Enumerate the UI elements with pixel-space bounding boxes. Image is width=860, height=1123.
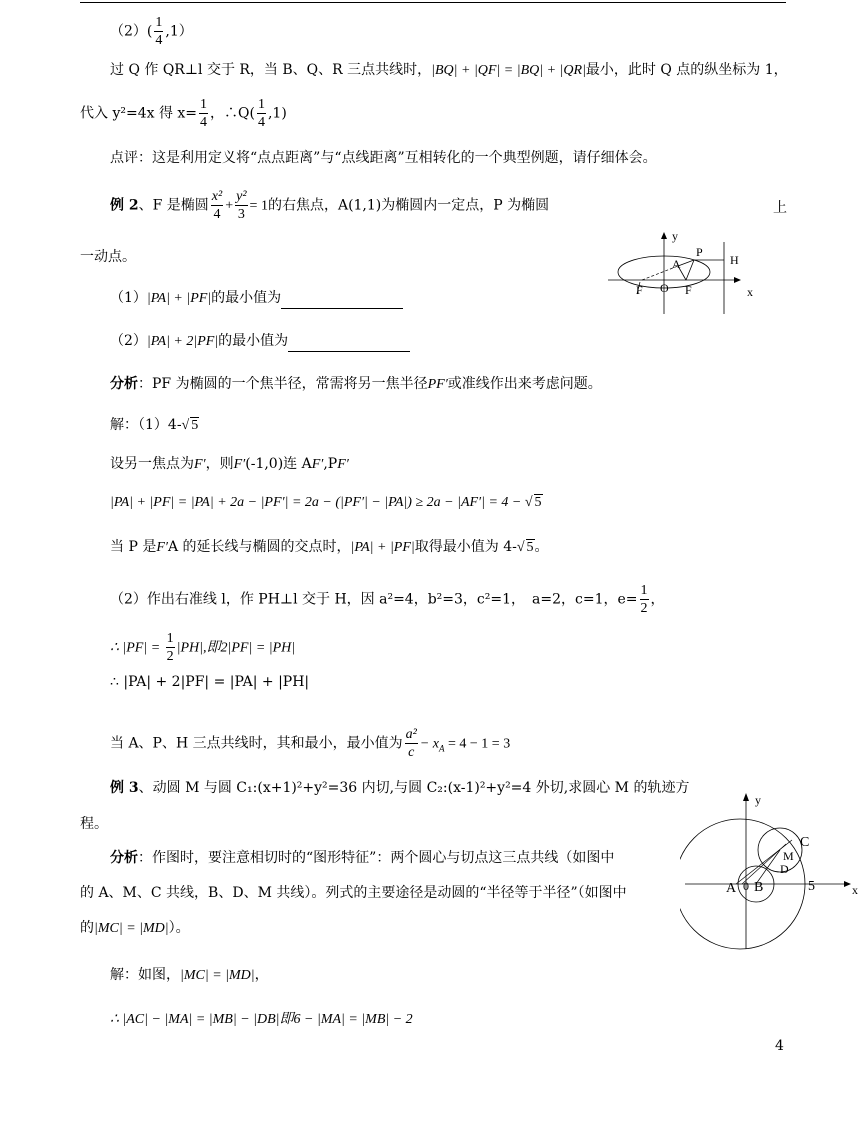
para1-equation: |BQ| + |QF| = |BQ| + |QR| (431, 63, 586, 78)
ex2-frac-x: $\frac{\text{x²}}{4}$ (211, 189, 223, 222)
fig2-label-5: 5 (808, 879, 815, 894)
q-fraction: $\frac{1}{4}$ (155, 15, 163, 48)
ex2-q2-blank (288, 337, 410, 352)
example3-label: 例 3 (110, 780, 139, 796)
example2-shang: 上 (773, 200, 787, 216)
fig1-label-p: P (696, 245, 703, 259)
para1: 过 Q 作 QR⊥l 交于 R，当 B、Q、R 三点共线时，|BQ| + |QF| = |BQ| + |QR|最小，此时 Q 点的纵坐标为 1， (110, 62, 788, 78)
fig1-label-x: x (747, 285, 753, 299)
ex2-q2-expr: |PA| + 2|PF| (146, 334, 219, 349)
fig1-y-arrow (661, 232, 667, 239)
fig1-label-f-right: F (685, 283, 692, 297)
ex2-therefore1: ∴ |PF| = $\frac{1}{2}$ |PH|,即2|PF| = |PH| (110, 631, 296, 664)
comment: 点评：这是利用定义将“点点距离”与“点线距离”互相转化的一个典型例题，请仔细体会。 (110, 150, 657, 166)
para2-fraction: $\frac{1}{4}$ (200, 97, 208, 130)
ex2-other-focus: 设另一焦点为F′，则F′(-1,0)连 AF′,PF′ (110, 456, 349, 472)
fig1-label-o: O (660, 281, 669, 295)
ex3-analysis-line2: 的 A、M、C 共线，B、D、M 共线）。列式的主要途径是动圆的“半径等于半径”（如图中 (80, 885, 627, 901)
fig2-x-arrow (844, 881, 851, 887)
fig2-y-arrow (743, 793, 749, 801)
ex2-q2: （2）|PA| + 2|PF|的最小值为 (110, 331, 410, 352)
fig1-x-arrow (734, 277, 741, 283)
fig2-label-o: 0 (743, 879, 749, 893)
fig2-label-a: A (726, 881, 737, 896)
example2-label: 例 2 (110, 197, 139, 214)
fig2-label-c: C (800, 835, 810, 850)
page-number: 4 (775, 1038, 784, 1054)
ex2-chain-equation: |PA| + |PF| = |PA| + 2a − |PF′| = 2a − (|PF′| − |PA|) ≥ 2a − |AF′| = 4 − √ 5 (110, 492, 543, 513)
para2-fraction-q: $\frac{1}{4}$ (257, 97, 265, 130)
ex3-analysis-line1: 分析：作图时，要注意相切时的“图形特征”：两个圆心与切点这三点共线（如图中 (110, 850, 615, 866)
fig1-label-y: y (672, 229, 678, 243)
header-rule (80, 2, 786, 3)
fig1-label-h: H (730, 253, 739, 267)
a2c-fraction: $\frac{\text{a²}}{c}$ (405, 727, 417, 760)
ex3-analysis-line3: 的|MC| = |MD|）。 (80, 920, 190, 936)
ex2-q1-blank (281, 294, 403, 309)
ex2-analysis: 分析：PF 为椭圆的一个焦半径，常需将另一焦半径PF′或准线作出来考虑问题。 (110, 376, 602, 392)
example2-line2: 一动点。 (80, 249, 136, 265)
fig2-label-m: M (783, 849, 794, 863)
ex2-when-p: 当 P 是F′A 的延长线与椭圆的交点时，|PA| + |PF|取得最小值为 4-√ 5。 (110, 537, 549, 558)
ex2-collinear: 当 A、P、H 三点共线时，其和最小，最小值为 $\frac{\text{a²}}{c}$ − $x_A = 4 - 1 = 3$ (110, 727, 511, 760)
circles-figure (680, 784, 860, 964)
sqrt5: √ 5 (181, 418, 199, 433)
fig2-label-x: x (852, 883, 858, 897)
fig1-label-f-left: F (636, 283, 643, 297)
e-fraction: $\frac{1}{2}$ (640, 583, 648, 616)
fig2-bdm-line (756, 850, 780, 884)
ex3-last-equation: ∴ |AC| − |MA| = |MB| − |DB|即6 − |MA| = |MB| − 2 (110, 1012, 413, 1027)
example3-line2: 程。 (80, 816, 108, 832)
fig2-label-d: D (780, 862, 789, 876)
fig2-label-y: y (755, 793, 761, 807)
when-sqrt5: √ 5 (516, 540, 534, 555)
example3-statement: 例 3、动圆 M 与圆 C₁:(x+1)²+y²=36 内切,与圆 C₂:(x-1)²+y²=4 外切,求圆心 M 的轨迹方 (110, 780, 690, 796)
fig1-label-a: A (672, 257, 681, 271)
ex2-solution2: （2）作出右准线 l，作 PH⊥l 交于 H，因 a²=4，b²=3，c²=1， a=2，c=1，e= $\frac{1}{2}$ ， (110, 583, 665, 616)
fig1-pf-line (686, 260, 694, 280)
ex2-therefore2: ∴ |PA| + 2|PF| = |PA| + |PH| (110, 674, 310, 690)
ex2-frac-y: $\frac{\text{y²}}{3}$ (236, 189, 247, 222)
half-fraction: $\frac{1}{2}$ (166, 631, 174, 664)
ex2-solution1: 解：（1）4-√ 5 (110, 415, 199, 436)
fig2-label-b: B (754, 880, 764, 895)
item2-answer: （2）( $\frac{1}{4}$ ,1） (110, 15, 193, 48)
para2: 代入 y²=4x 得 x= $\frac{1}{4}$ ，∴Q( $\frac{1}{4}$ ,1) (80, 97, 287, 130)
ex2-q1-expr: |PA| + |PF| (146, 291, 212, 306)
ex3-solution: 解：如图，|MC| = |MD|， (110, 967, 269, 983)
example2-statement: 例 2、F 是椭圆 $\frac{\text{x²}}{4}$ + $\frac{\text{y²}}{3}$ = 1的右焦点，A(1,1)为椭圆内一定点，P 为椭圆 (110, 189, 550, 222)
ex2-q1: （1）|PA| + |PF|的最小值为 (110, 288, 403, 309)
ellipse-figure (600, 222, 760, 322)
chain-sqrt5: √ 5 (524, 495, 542, 510)
